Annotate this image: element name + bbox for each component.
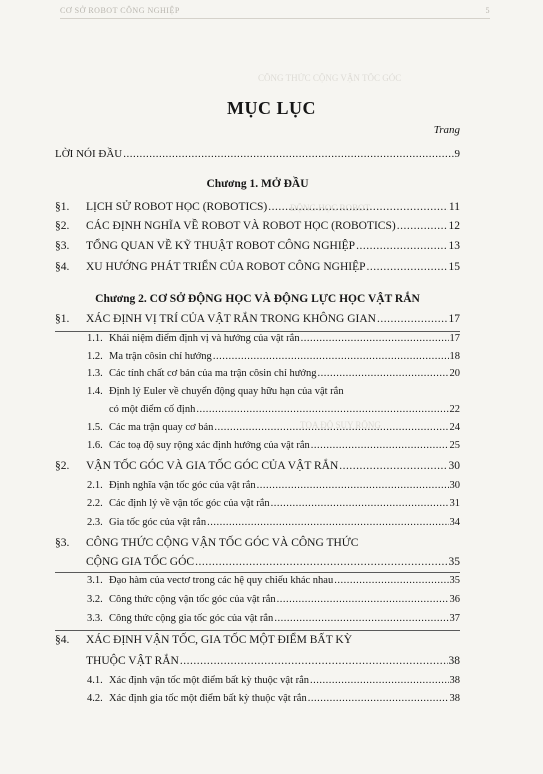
toc-page-number: 34 <box>449 517 460 528</box>
toc-page-number: 11 <box>448 201 460 213</box>
toc-entry-label: Các định lý về vận tốc góc của vật rắn <box>109 498 270 509</box>
dot-leader <box>397 220 448 232</box>
toc-page-number: 25 <box>449 440 460 451</box>
toc-entry-subsection[interactable] <box>87 333 460 344</box>
toc-entry-subsection[interactable] <box>87 368 460 379</box>
toc-entry-subsection[interactable] <box>87 386 460 397</box>
subsection-number: 1.1. <box>87 333 103 344</box>
toc-entry-label: Định nghĩa vận tốc góc của vật rắn <box>109 480 256 491</box>
toc-entry-label: Định lý Euler về chuyển động quay hữu hạn của vật rắn <box>109 386 344 397</box>
dot-leader <box>195 556 447 568</box>
section-number: §2. <box>55 220 70 232</box>
dot-leader <box>271 498 449 509</box>
dot-leader <box>180 655 448 667</box>
toc-page-number: 15 <box>448 261 460 273</box>
dot-leader <box>257 480 449 491</box>
toc-entry-foreword[interactable] <box>55 148 460 160</box>
toc-entry-section[interactable] <box>55 634 460 646</box>
toc-entry-section[interactable] <box>55 537 460 549</box>
toc-entry-label: CÔNG THỨC CỘNG VẬN TỐC GÓC VÀ CÔNG THỨC <box>86 537 359 549</box>
toc-page-number: 30 <box>448 460 460 472</box>
toc-entry-label: VẬN TỐC GÓC VÀ GIA TỐC GÓC CỦA VẬT RẮN <box>86 460 339 472</box>
dot-leader <box>301 333 449 344</box>
toc-entry-subsection[interactable] <box>87 675 460 686</box>
dot-leader <box>277 594 449 605</box>
dot-leader <box>377 313 448 325</box>
toc-page-number: 38 <box>449 693 460 704</box>
dot-leader <box>339 460 447 472</box>
dot-leader <box>274 613 448 624</box>
toc-entry-label: Xác định vận tốc một điểm bất kỳ thuộc vật rắn <box>109 675 310 686</box>
toc-page-number: 22 <box>449 404 460 415</box>
toc-entry-continuation[interactable] <box>86 556 460 568</box>
section-number: §1. <box>55 201 70 213</box>
subsection-number: 2.2. <box>87 498 103 509</box>
dot-leader <box>207 517 448 528</box>
dot-leader <box>213 351 449 362</box>
bleed-through-text: TỌA ĐỘ SUY RỘNG <box>300 420 381 430</box>
subsection-number: 2.1. <box>87 480 103 491</box>
toc-entry-section[interactable] <box>55 460 460 472</box>
section-number: §3. <box>55 240 70 252</box>
toc-page-number: 35 <box>448 556 460 568</box>
toc-entry-label: Xác định gia tốc một điểm bất kỳ thuộc vật rắn <box>109 693 307 704</box>
toc-page-number: 20 <box>449 368 460 379</box>
toc-entry-section[interactable] <box>55 201 460 213</box>
toc-entry-label: LỜI NÓI ĐẦU <box>55 148 123 160</box>
subsection-number: 3.3. <box>87 613 103 624</box>
dot-leader <box>123 148 453 160</box>
bleed-through-text: ĐỘNG HỌC ROBOT <box>290 203 371 213</box>
toc-entry-subsection[interactable] <box>87 498 460 509</box>
toc-entry-section[interactable] <box>55 313 460 325</box>
toc-entry-label: LỊCH SỬ ROBOT HỌC (ROBOTICS) <box>86 201 268 213</box>
dot-leader <box>268 201 448 213</box>
dot-leader <box>214 422 448 433</box>
toc-entry-label: Các tính chất cơ bản của ma trận côsin chỉ hướng <box>109 368 317 379</box>
subsection-number: 3.1. <box>87 575 103 586</box>
subsection-number: 1.2. <box>87 351 103 362</box>
toc-page-number: 35 <box>449 575 460 586</box>
dot-leader <box>308 693 449 704</box>
toc-page-number: 13 <box>448 240 460 252</box>
toc-page-number: 30 <box>449 480 460 491</box>
toc-entry-label: có một điểm cố định <box>109 404 196 415</box>
toc-page-number: 38 <box>448 655 460 667</box>
section-number: §2. <box>55 460 70 472</box>
subsection-number: 2.3. <box>87 517 103 528</box>
toc-entry-subsection[interactable] <box>87 613 460 624</box>
toc-entry-continuation[interactable] <box>109 404 460 415</box>
toc-page-number: 17 <box>449 333 460 344</box>
subsection-number: 1.4. <box>87 386 103 397</box>
subsection-number: 1.6. <box>87 440 103 451</box>
running-header <box>60 6 490 15</box>
section-rule <box>55 572 460 573</box>
subsection-number: 4.1. <box>87 675 103 686</box>
toc-entry-continuation[interactable] <box>86 655 460 667</box>
toc-page-number: 17 <box>448 313 460 325</box>
toc-entry-label: TỔNG QUAN VỀ KỸ THUẬT ROBOT CÔNG NGHIỆP <box>86 240 356 252</box>
toc-page-number: 9 <box>454 148 460 160</box>
section-rule <box>55 331 460 332</box>
dot-leader <box>311 440 449 451</box>
toc-entry-label: Đạo hàm của vectơ trong các hệ quy chiếu khác nhau <box>109 575 334 586</box>
chapter-heading: Chương 1. MỞ ĐẦU <box>206 178 309 190</box>
toc-entry-label: XU HƯỚNG PHÁT TRIỂN CỦA ROBOT CÔNG NGHIỆP <box>86 261 366 273</box>
section-number: §4. <box>55 261 70 273</box>
toc-entry-label: XÁC ĐỊNH VỊ TRÍ CỦA VẬT RẮN TRONG KHÔNG GIAN <box>86 313 376 325</box>
dot-leader <box>334 575 448 586</box>
toc-page-number: 38 <box>449 675 460 686</box>
header-page-number: 5 <box>485 6 490 15</box>
toc-page-number: 24 <box>449 422 460 433</box>
subsection-number: 4.2. <box>87 693 103 704</box>
section-number: §3. <box>55 537 70 549</box>
toc-page-number: 37 <box>449 613 460 624</box>
toc-entry-subsection[interactable] <box>87 351 460 362</box>
toc-entry-subsection[interactable] <box>87 693 460 704</box>
dot-leader <box>367 261 448 273</box>
subsection-number: 3.2. <box>87 594 103 605</box>
toc-entry-label: Khái niệm điểm định vị và hướng của vật rắn <box>109 333 300 344</box>
toc-entry-subsection[interactable] <box>87 440 460 451</box>
running-header-text: CƠ SỞ ROBOT CÔNG NGHIỆP <box>60 6 180 15</box>
subsection-number: 1.3. <box>87 368 103 379</box>
toc-entry-label: Công thức cộng vận tốc góc của vật rắn <box>109 594 276 605</box>
page-column-label: Trang <box>433 124 460 136</box>
toc-entry-section[interactable] <box>55 261 460 273</box>
toc-entry-label: THUỘC VẬT RẮN <box>86 655 179 667</box>
toc-page-number: 36 <box>449 594 460 605</box>
toc-entry-subsection[interactable] <box>87 575 460 586</box>
toc-entry-subsection[interactable] <box>87 422 460 433</box>
page-title: MỤC LỤC <box>227 98 316 118</box>
dot-leader <box>310 675 448 686</box>
toc-page-number: 12 <box>448 220 460 232</box>
toc-entry-label: Các toạ độ suy rộng xác định hướng của vật rắn <box>109 440 310 451</box>
toc-page-number: 18 <box>449 351 460 362</box>
section-number: §1. <box>55 313 70 325</box>
toc-entry-subsection[interactable] <box>87 517 460 528</box>
toc-entry-subsection[interactable] <box>87 480 460 491</box>
toc-entry-label: XÁC ĐỊNH VẬN TỐC, GIA TỐC MỘT ĐIỂM BẤT KỲ <box>86 634 353 646</box>
toc-entry-label: Ma trận côsin chỉ hướng <box>109 351 212 362</box>
chapter-heading: Chương 2. CƠ SỞ ĐỘNG HỌC VÀ ĐỘNG LỰC HỌC VẬT RẮN <box>95 293 420 305</box>
dot-leader <box>196 404 448 415</box>
bleed-through-text: CÔNG THỨC CỘNG VẬN TỐC GÓC <box>258 73 402 83</box>
section-rule <box>55 630 460 631</box>
dot-leader <box>356 240 447 252</box>
toc-entry-label: CÁC ĐỊNH NGHĨA VỀ ROBOT VÀ ROBOT HỌC (ROBOTICS) <box>86 220 396 232</box>
toc-entry-label: CỘNG GIA TỐC GÓC <box>86 556 195 568</box>
toc-entry-section[interactable] <box>55 220 460 232</box>
toc-entry-label: Các ma trận quay cơ bản <box>109 422 214 433</box>
toc-entry-subsection[interactable] <box>87 594 460 605</box>
dot-leader <box>317 368 448 379</box>
toc-entry-section[interactable] <box>55 240 460 252</box>
subsection-number: 1.5. <box>87 422 103 433</box>
toc-entry-label: Công thức cộng gia tốc góc của vật rắn <box>109 613 274 624</box>
section-number: §4. <box>55 634 70 646</box>
toc-page-number: 31 <box>449 498 460 509</box>
toc-entry-label: Gia tốc góc của vật rắn <box>109 517 207 528</box>
header-rule <box>60 18 490 19</box>
